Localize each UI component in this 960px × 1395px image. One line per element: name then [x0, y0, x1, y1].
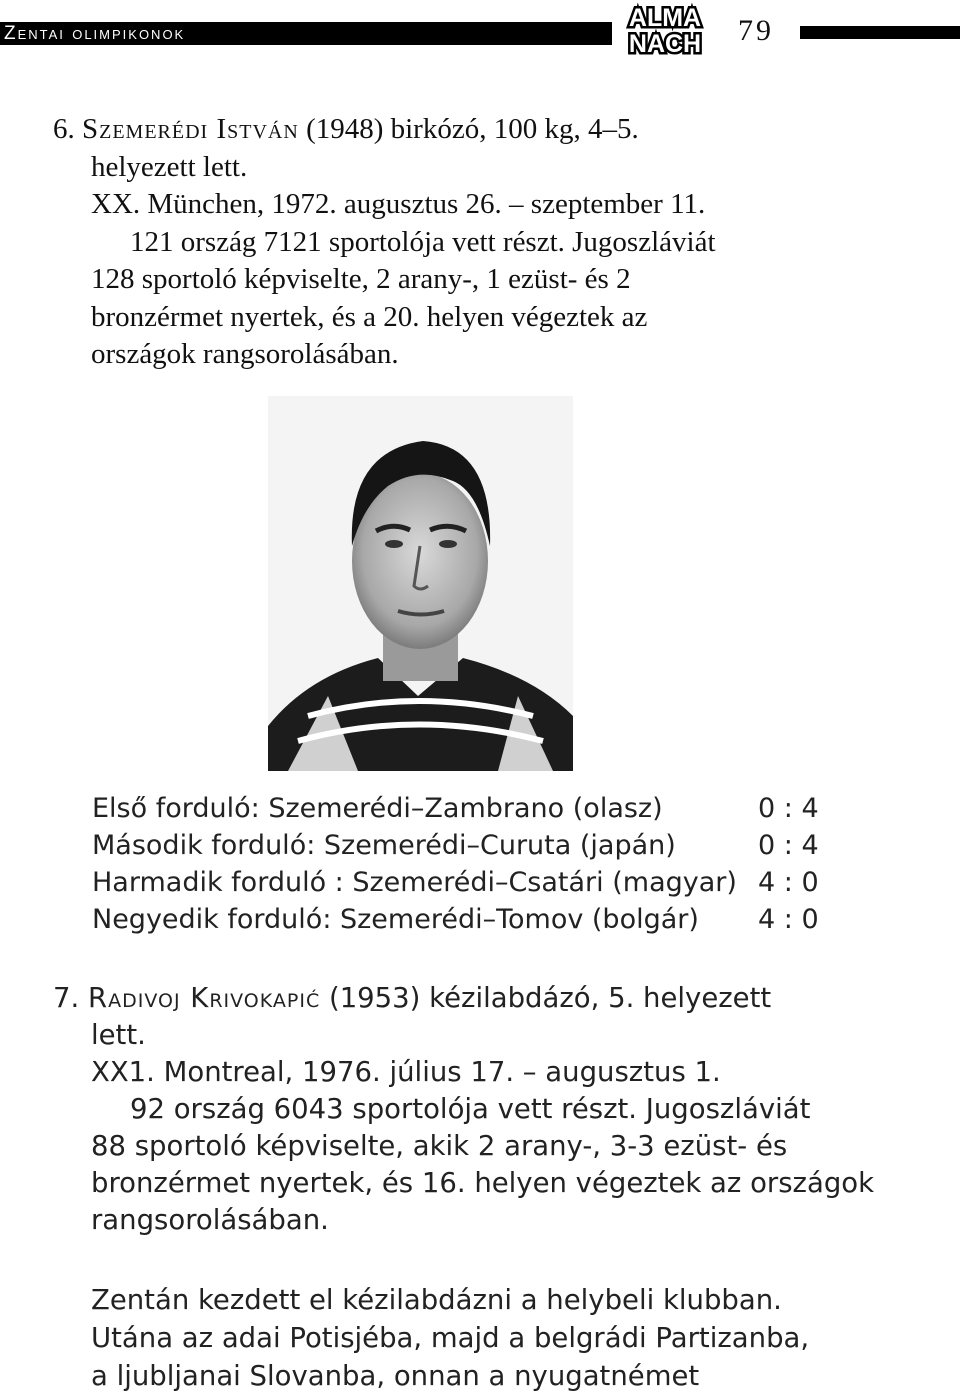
- athlete-name: Radivoj Krivokapić: [88, 982, 321, 1014]
- logo-top-text: ALMA: [628, 4, 702, 32]
- entry-line: 121 ország 7121 sportolója vett részt. Jugoszláviát: [130, 225, 716, 258]
- result-row: [92, 827, 832, 864]
- entry-line: XX1. Montreal, 1976. július 17. – augusztus 1.: [91, 1056, 721, 1088]
- result-label: Második forduló: Szemerédi–Curuta (japán): [92, 830, 676, 861]
- entry-krivokapic: [53, 980, 913, 1239]
- entry-line: bronzérmet nyertek, és a 20. helyen végeztek az: [91, 300, 648, 333]
- entry-heading: [53, 111, 913, 149]
- logo-bottom-text: NACH: [628, 30, 702, 56]
- entry-number: 6.: [53, 113, 75, 145]
- paragraph-line: a ljubljanai Slovanba, onnan a nyugatnémet: [91, 1360, 700, 1392]
- running-title: Zentai olimpikonok: [0, 22, 612, 45]
- result-score: 0 : 4: [758, 793, 819, 824]
- entry-line: bronzérmet nyertek, és 16. helyen végeztek az országok: [91, 1167, 875, 1199]
- result-label: Negyedik forduló: Szemerédi–Tomov (bolgár): [92, 904, 699, 935]
- result-score: 4 : 0: [758, 904, 819, 935]
- paragraph-line: Zentán kezdett el kézilabdázni a helybeli klubban.: [91, 1284, 782, 1316]
- result-label: Harmadik forduló : Szemerédi–Csatári (magyar): [92, 867, 737, 898]
- result-row: [92, 901, 832, 938]
- body-paragraph: [91, 1281, 951, 1395]
- entry-heading-rest: (1953) kézilabdázó, 5. helyezett: [320, 982, 772, 1014]
- entry-line: helyezett lett.: [91, 150, 248, 183]
- entry-line: országok rangsorolásában.: [91, 338, 399, 370]
- entry-line: rangsorolásában.: [91, 1204, 329, 1236]
- result-row: [92, 864, 832, 901]
- entry-heading: [53, 980, 913, 1017]
- paragraph-line: Utána az adai Potisjéba, majd a belgrádi Partizanba,: [91, 1322, 810, 1354]
- entry-line: 128 sportoló képviselte, 2 arany-, 1 ezüst- és 2: [91, 263, 631, 295]
- entry-number: 7.: [53, 982, 80, 1014]
- result-label: Első forduló: Szemerédi–Zambrano (olasz): [92, 793, 663, 824]
- almanach-logo: [620, 2, 710, 56]
- header-rule: [800, 26, 960, 39]
- entry-line: 88 sportoló képviselte, akik 2 arany-, 3-3 ezüst- és: [91, 1130, 788, 1162]
- entry-heading-rest: (1948) birkózó, 100 kg, 4–5.: [298, 113, 639, 145]
- athlete-portrait-photo: [268, 396, 573, 771]
- result-score: 4 : 0: [758, 867, 819, 898]
- page-number: 79: [738, 14, 774, 47]
- entry-line: 92 ország 6043 sportolója vett részt. Jugoszláviát: [130, 1093, 811, 1125]
- entry-line: XX. München, 1972. augusztus 26. – szeptember 11.: [91, 188, 706, 220]
- page-header: [0, 0, 960, 60]
- athlete-name: Szemerédi István: [82, 113, 299, 145]
- entry-line: lett.: [91, 1019, 146, 1051]
- entry-szemeredi: [53, 111, 913, 374]
- portrait-drawing: [268, 396, 573, 771]
- result-score: 0 : 4: [758, 830, 819, 861]
- result-row: [92, 790, 832, 827]
- bout-results: [92, 790, 832, 938]
